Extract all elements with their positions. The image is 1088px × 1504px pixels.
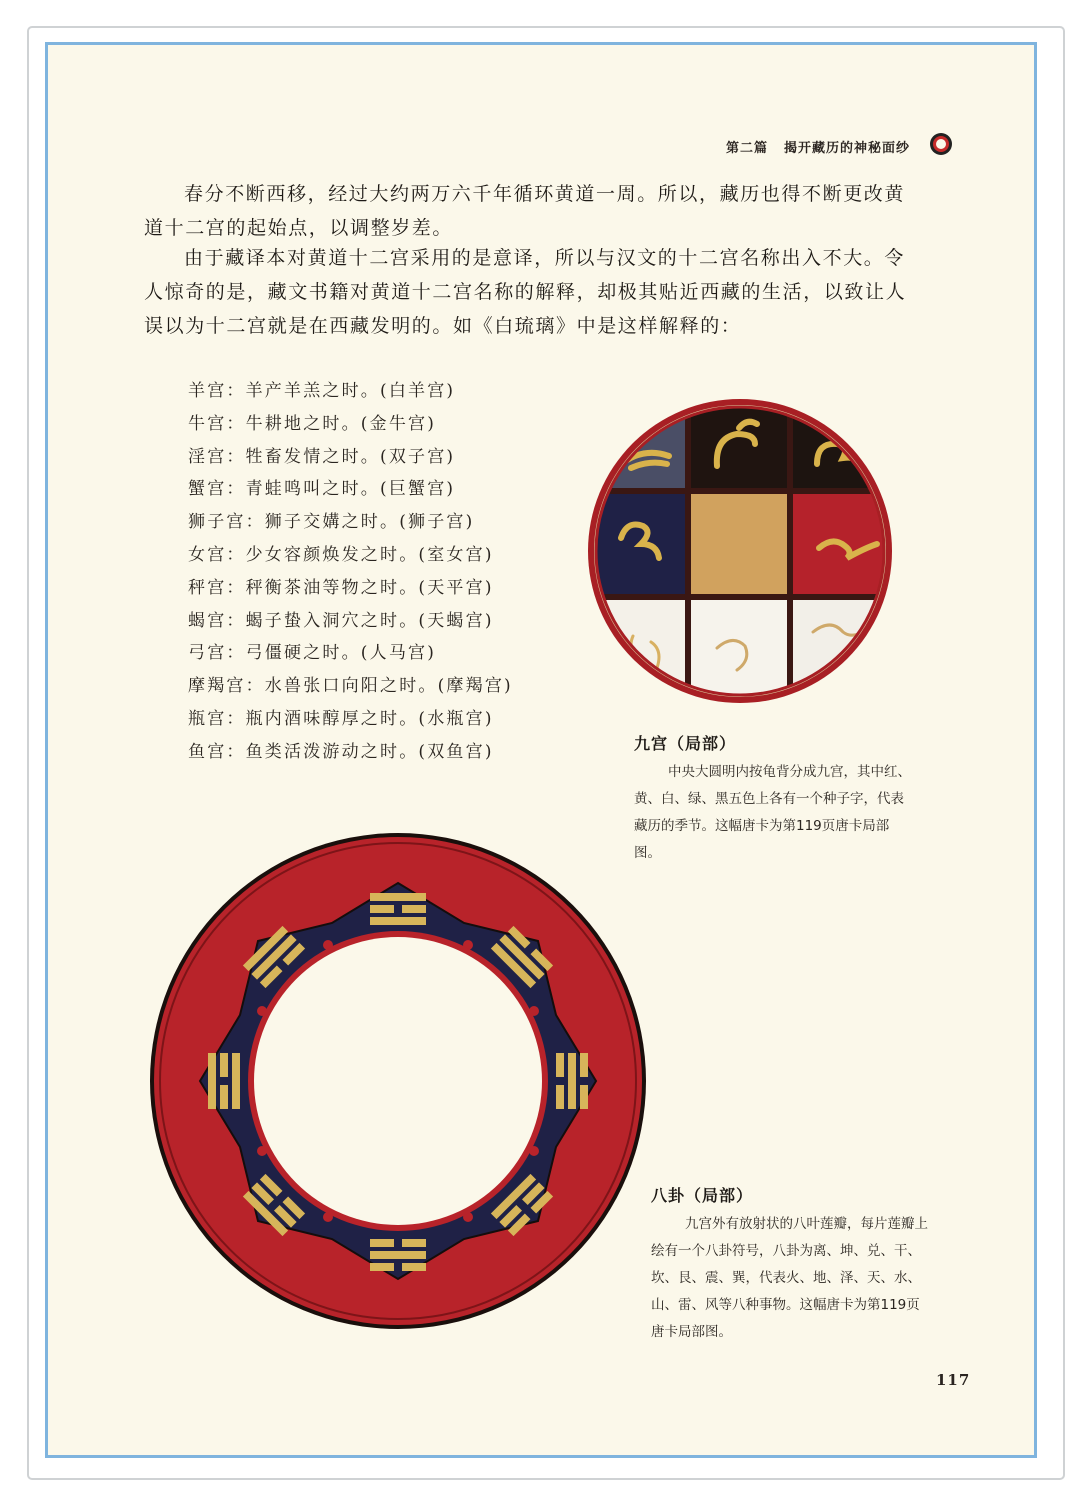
bagua-caption-title: 八卦（局部）: [651, 1186, 754, 1205]
bagua-caption: 九宫外有放射状的八叶莲瓣，每片莲瓣上绘有一个八卦符号，八卦为离、坤、兑、干、坎、艮、震、巽，代表火、地、泽、天、水、山、雷、风等八种事物。这幅唐卡为第119页唐卡局部图。: [651, 1216, 928, 1340]
body-paragraph-1: 春分不断西移，经过大约两万六千年循环黄道一周。所以，藏历也得不断更改黄道十二宫的起始点，以调整岁差。: [144, 183, 906, 239]
zodiac-item: 瓶宫：瓶内酒味醇厚之时。(水瓶宫): [188, 708, 494, 729]
zodiac-item: 牛宫：牛耕地之时。(金牛宫): [188, 413, 437, 434]
zodiac-item: 蟹宫：青蛙鸣叫之时。(巨蟹宫): [188, 479, 456, 500]
nine-palace-caption-title: 九宫（局部）: [634, 734, 737, 753]
zodiac-item: 女宫：少女容颜焕发之时。(室女宫): [188, 544, 494, 565]
nine-palace-image: [587, 398, 893, 704]
book-page: [45, 42, 1037, 1458]
ring-ornament-icon: [928, 131, 954, 157]
chapter-title: 揭开藏历的神秘面纱: [783, 141, 910, 156]
zodiac-item: 蝎宫：蝎子蛰入洞穴之时。(天蝎宫): [188, 610, 494, 631]
zodiac-item: 淫宫：牲畜发情之时。(双子宫): [188, 446, 456, 467]
zodiac-list: [188, 375, 628, 769]
zodiac-item: 摩羯宫：水兽张口向阳之时。(摩羯宫): [188, 676, 513, 697]
zodiac-item: 秤宫：秤衡茶油等物之时。(天平宫): [188, 577, 494, 598]
zodiac-item: 弓宫：弓僵硬之时。(人马宫): [188, 643, 437, 664]
zodiac-item: 鱼宫：鱼类活泼游动之时。(双鱼宫): [188, 741, 494, 762]
zodiac-item: 羊宫：羊产羊羔之时。(白羊宫): [188, 381, 456, 401]
zodiac-item: 狮子宫：狮子交媾之时。(狮子宫): [188, 512, 475, 533]
part-label: 第二篇: [725, 141, 768, 156]
bagua-image: [148, 831, 648, 1331]
nine-palace-caption: 中央大圆明内按龟背分成九宫，其中红、黄、白、绿、黑五色上各有一个种子字，代表藏历的季节。这幅唐卡为第119页唐卡局部图。: [634, 764, 911, 861]
body-paragraph-2: 由于藏译本对黄道十二宫采用的是意译，所以与汉文的十二宫名称出入不大。令人惊奇的是，藏文书籍对黄道十二宫名称的解释，却极其贴近西藏的生活，以致让人误以为十二宫就是在西藏发明的。如《白琉璃》中是这样解释的：: [144, 247, 907, 337]
running-head: [726, 137, 910, 156]
page-number: 117: [936, 1371, 971, 1389]
